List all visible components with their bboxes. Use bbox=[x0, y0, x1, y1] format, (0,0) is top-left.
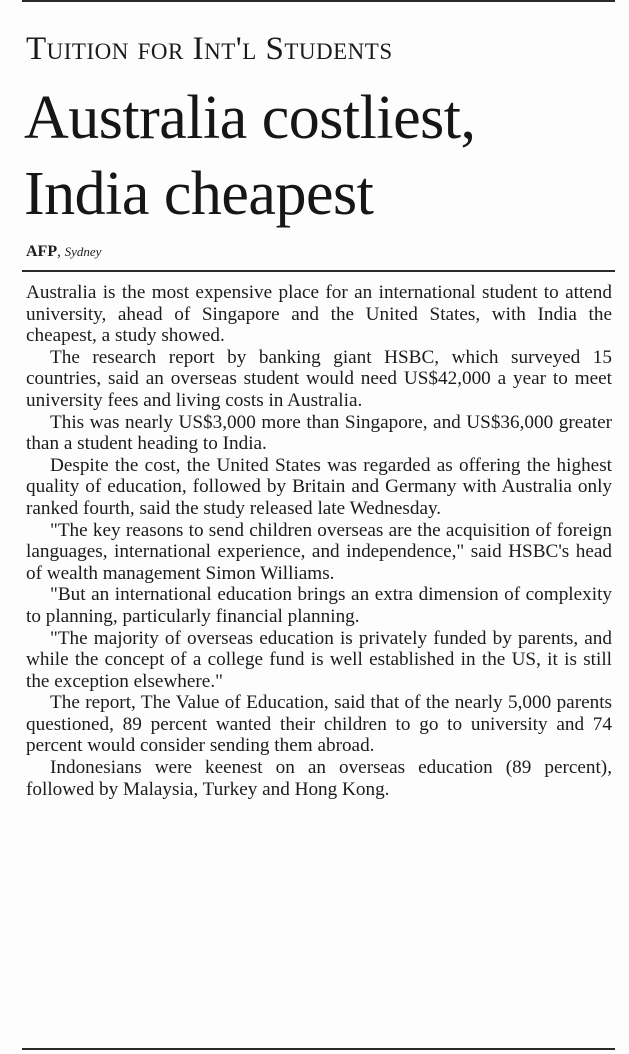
dateline-place: Sydney bbox=[64, 244, 102, 259]
paragraph-6: "But an international education brings an extra dimension of complexity to planning, particularly financial planning. bbox=[26, 584, 612, 627]
paragraph-9: Indonesians were keenest on an overseas education (89 percent), followed by Malaysia, Turkey and Hong Kong. bbox=[26, 757, 612, 800]
dateline bbox=[26, 243, 101, 261]
paragraph-4: Despite the cost, the United States was regarded as offering the highest quality of education, followed by Britain and Germany with Australia only ranked fourth, said the study released late Wednesday. bbox=[26, 454, 612, 519]
article-body bbox=[26, 282, 612, 800]
paragraph-5: "The key reasons to send children overseas are the acquisition of foreign languages, international experience, and independence," said HSBC's head of wealth management Simon Williams. bbox=[26, 519, 612, 584]
bottom-rule bbox=[22, 1048, 615, 1050]
headline-line-1: Australia costliest, bbox=[24, 84, 476, 152]
headline-line-2: India cheapest bbox=[24, 160, 374, 228]
paragraph-8: The report, The Value of Education, said that of the nearly 5,000 parents questioned, 89 percent wanted their children to go to university and 74 percent would consider sending them abroad. bbox=[26, 692, 612, 757]
paragraph-1: Australia is the most expensive place for an international student to attend university, ahead of Singapore and the United States, with India the cheapest, a study showed. bbox=[26, 282, 612, 347]
headline bbox=[24, 80, 475, 232]
top-rule bbox=[22, 0, 615, 2]
dateline-separator: , bbox=[57, 244, 65, 260]
paragraph-7: "The majority of overseas education is privately funded by parents, and while the concept of a college fund is well established in the US, it is still the exception elsewhere." bbox=[26, 627, 612, 692]
dateline-rule bbox=[22, 270, 615, 272]
paragraph-2: The research report by banking giant HSBC, which surveyed 15 countries, said an overseas student would need US$42,000 a year to meet university fees and living costs in Australia. bbox=[26, 346, 612, 411]
kicker: Tuition for Int'l Students bbox=[26, 31, 393, 67]
paragraph-3: This was nearly US$3,000 more than Singapore, and US$36,000 greater than a student heading to India. bbox=[26, 411, 612, 455]
dateline-agency: AFP bbox=[26, 243, 58, 260]
